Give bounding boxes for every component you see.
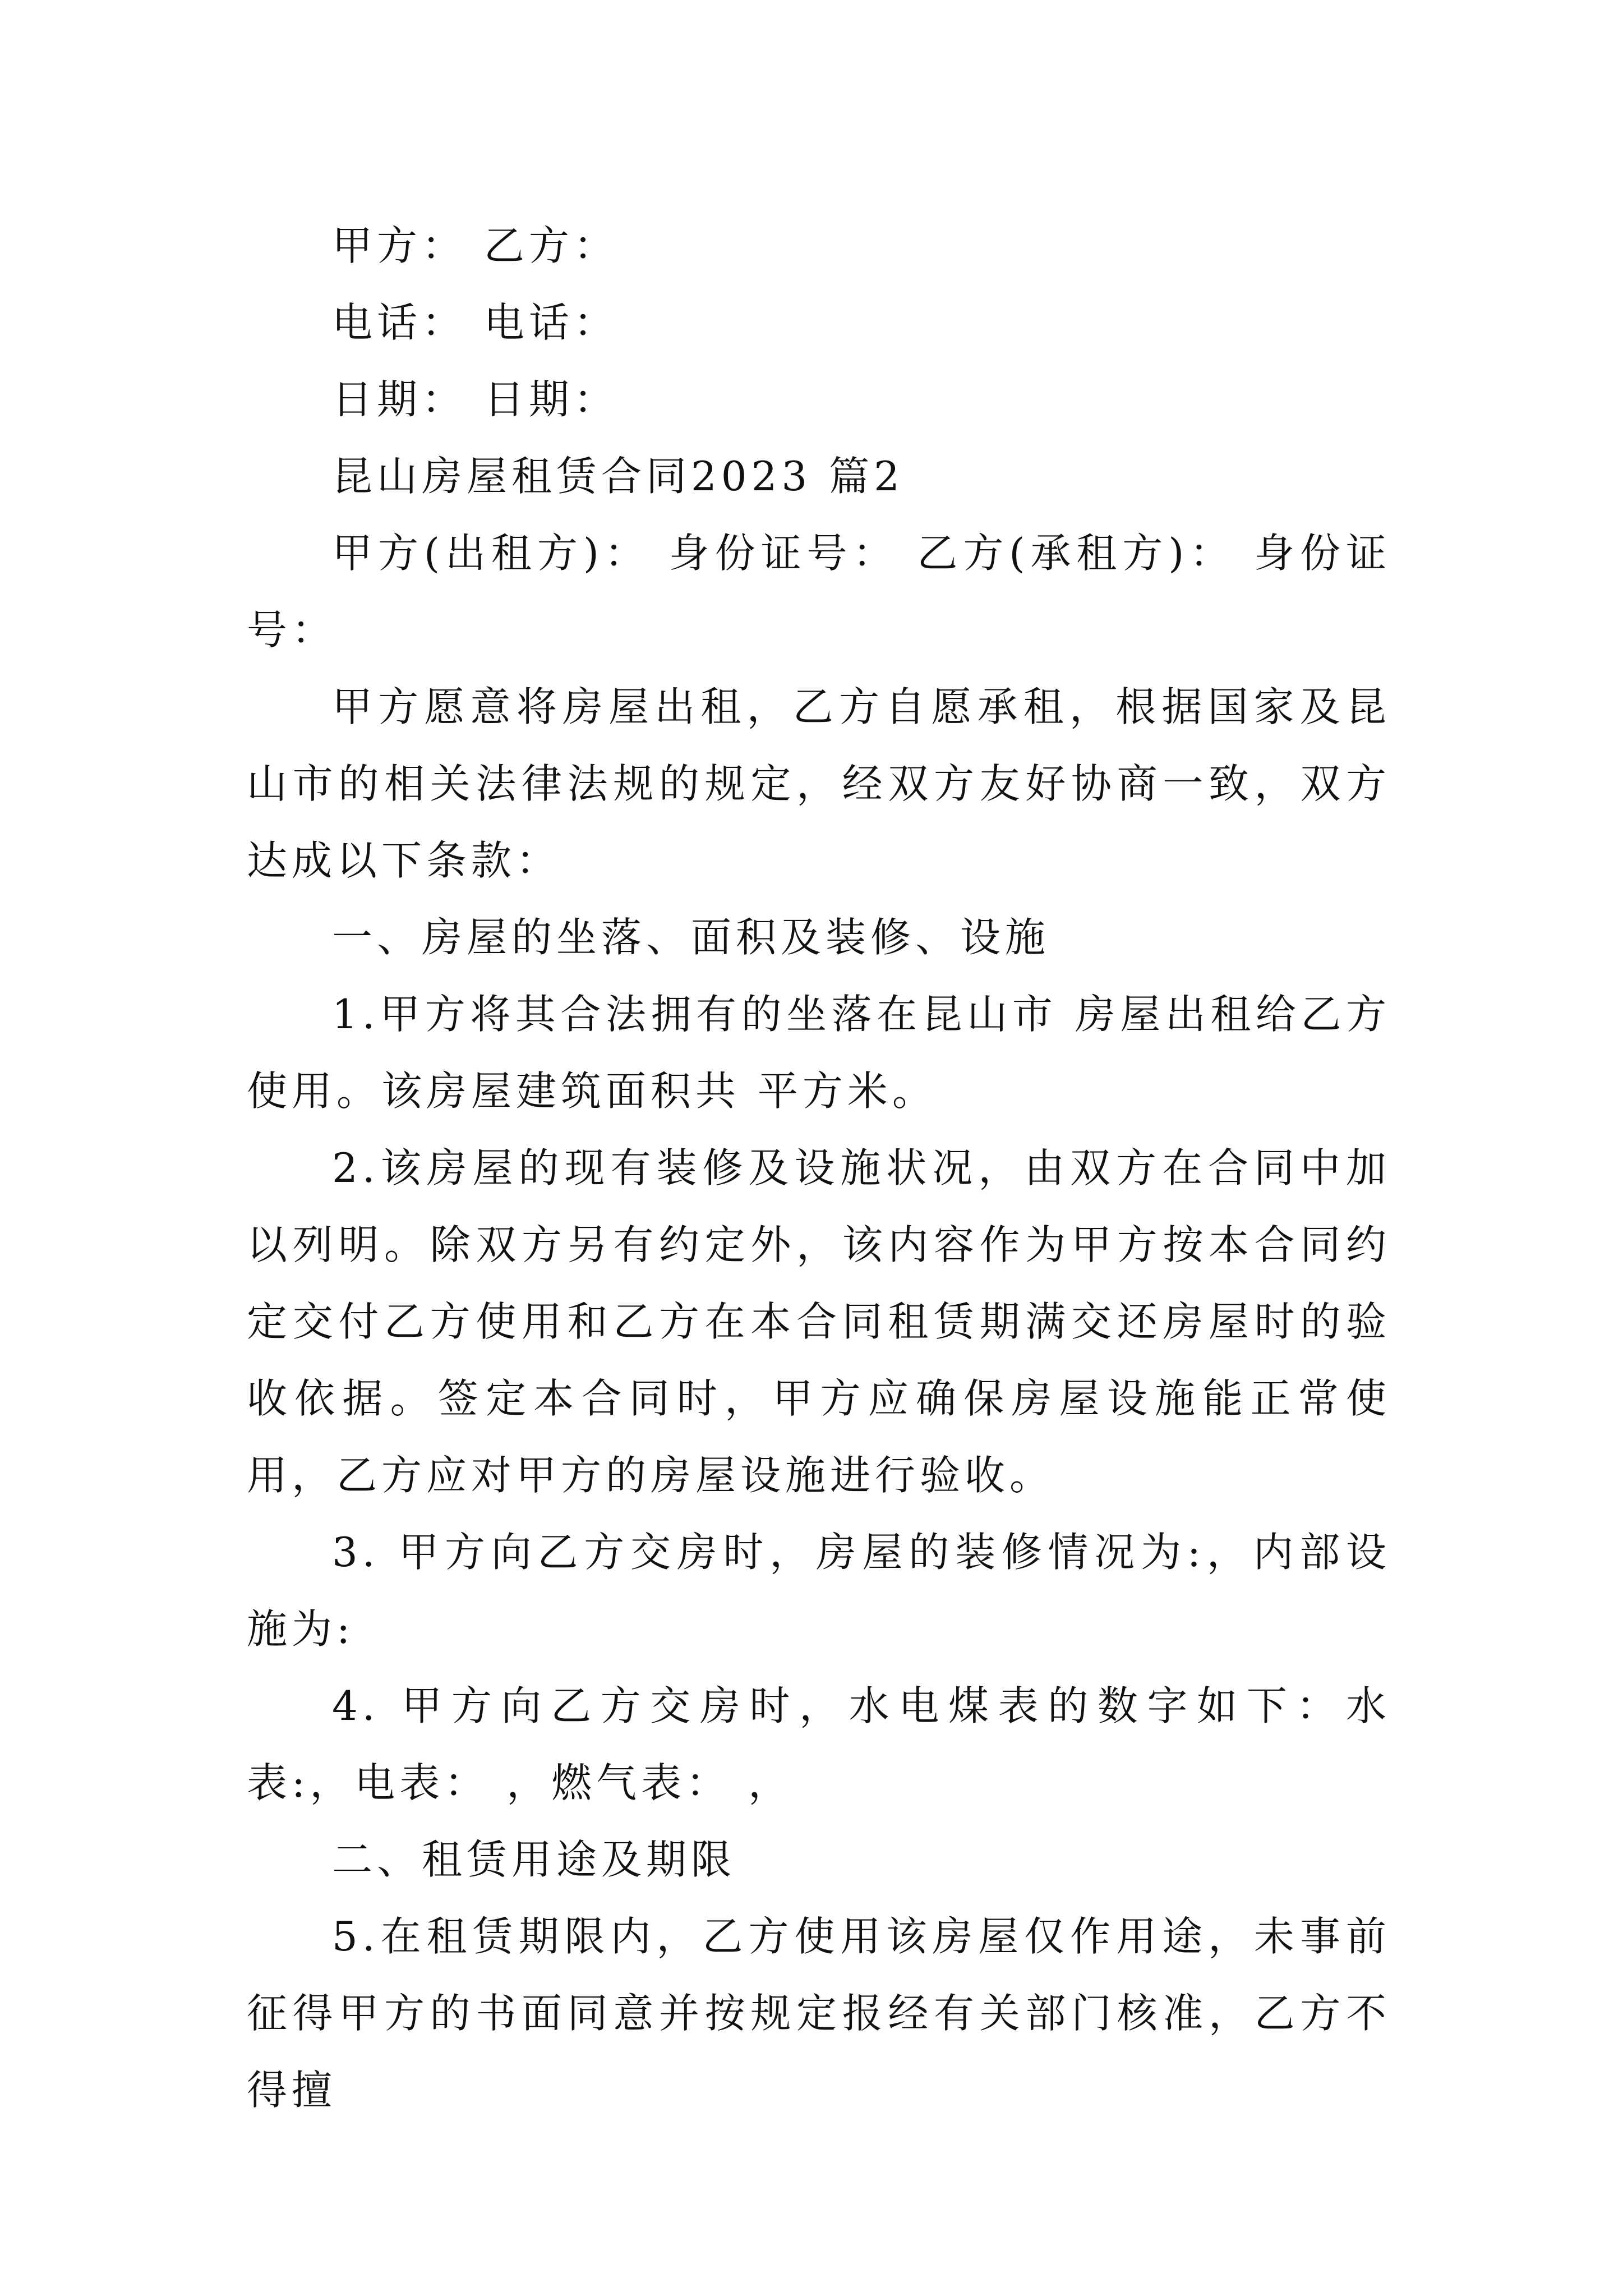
section-heading-2: 二、租赁用途及期限	[332, 1836, 736, 1883]
clause-2: 2.该房屋的现有装修及设施状况，由双方在合同中加以列明。除双方另有约定外，该内容作为甲方按本合同约定交付乙方使用和乙方在本合同租赁期满交还房屋时的验收依据。签定本合同时，甲方应确保房屋设施能正常使用，乙方应对甲方的房屋设施进行验收。	[247, 1144, 1391, 1499]
clause-3: 3. 甲方向乙方交房时，房屋的装修情况为:，内部设施为:	[247, 1529, 1391, 1653]
date-line: 日期： 日期：	[332, 376, 619, 423]
clause-5: 5.在租赁期限内，乙方使用该房屋仅作用途，未事前征得甲方的书面同意并按规定报经有关部门核准，乙方不得擅	[247, 1913, 1391, 2114]
party-line: 甲方： 乙方：	[332, 222, 619, 269]
clause-1: 1.甲方将其合法拥有的坐落在昆山市 房屋出租给乙方使用。该房屋建筑面积共 平方米。	[247, 991, 1391, 1115]
clause-4: 4. 甲方向乙方交房时，水电煤表的数字如下：水表:，电表： ，燃气表： ，	[247, 1682, 1391, 1806]
contract-title: 昆山房屋租赁合同2023 篇2	[332, 453, 904, 500]
contract-body	[247, 208, 1391, 2129]
preamble-paragraph: 甲方愿意将房屋出租，乙方自愿承租，根据国家及昆山市的相关法律法规的规定，经双方友好协商一致，双方达成以下条款：	[247, 683, 1391, 884]
section-heading-1: 一、房屋的坐落、面积及装修、设施	[332, 914, 1050, 961]
phone-line: 电话： 电话：	[332, 299, 619, 346]
parties-id-line: 甲方(出租方)： 身份证号： 乙方(承租方)： 身份证号：	[247, 530, 1391, 654]
